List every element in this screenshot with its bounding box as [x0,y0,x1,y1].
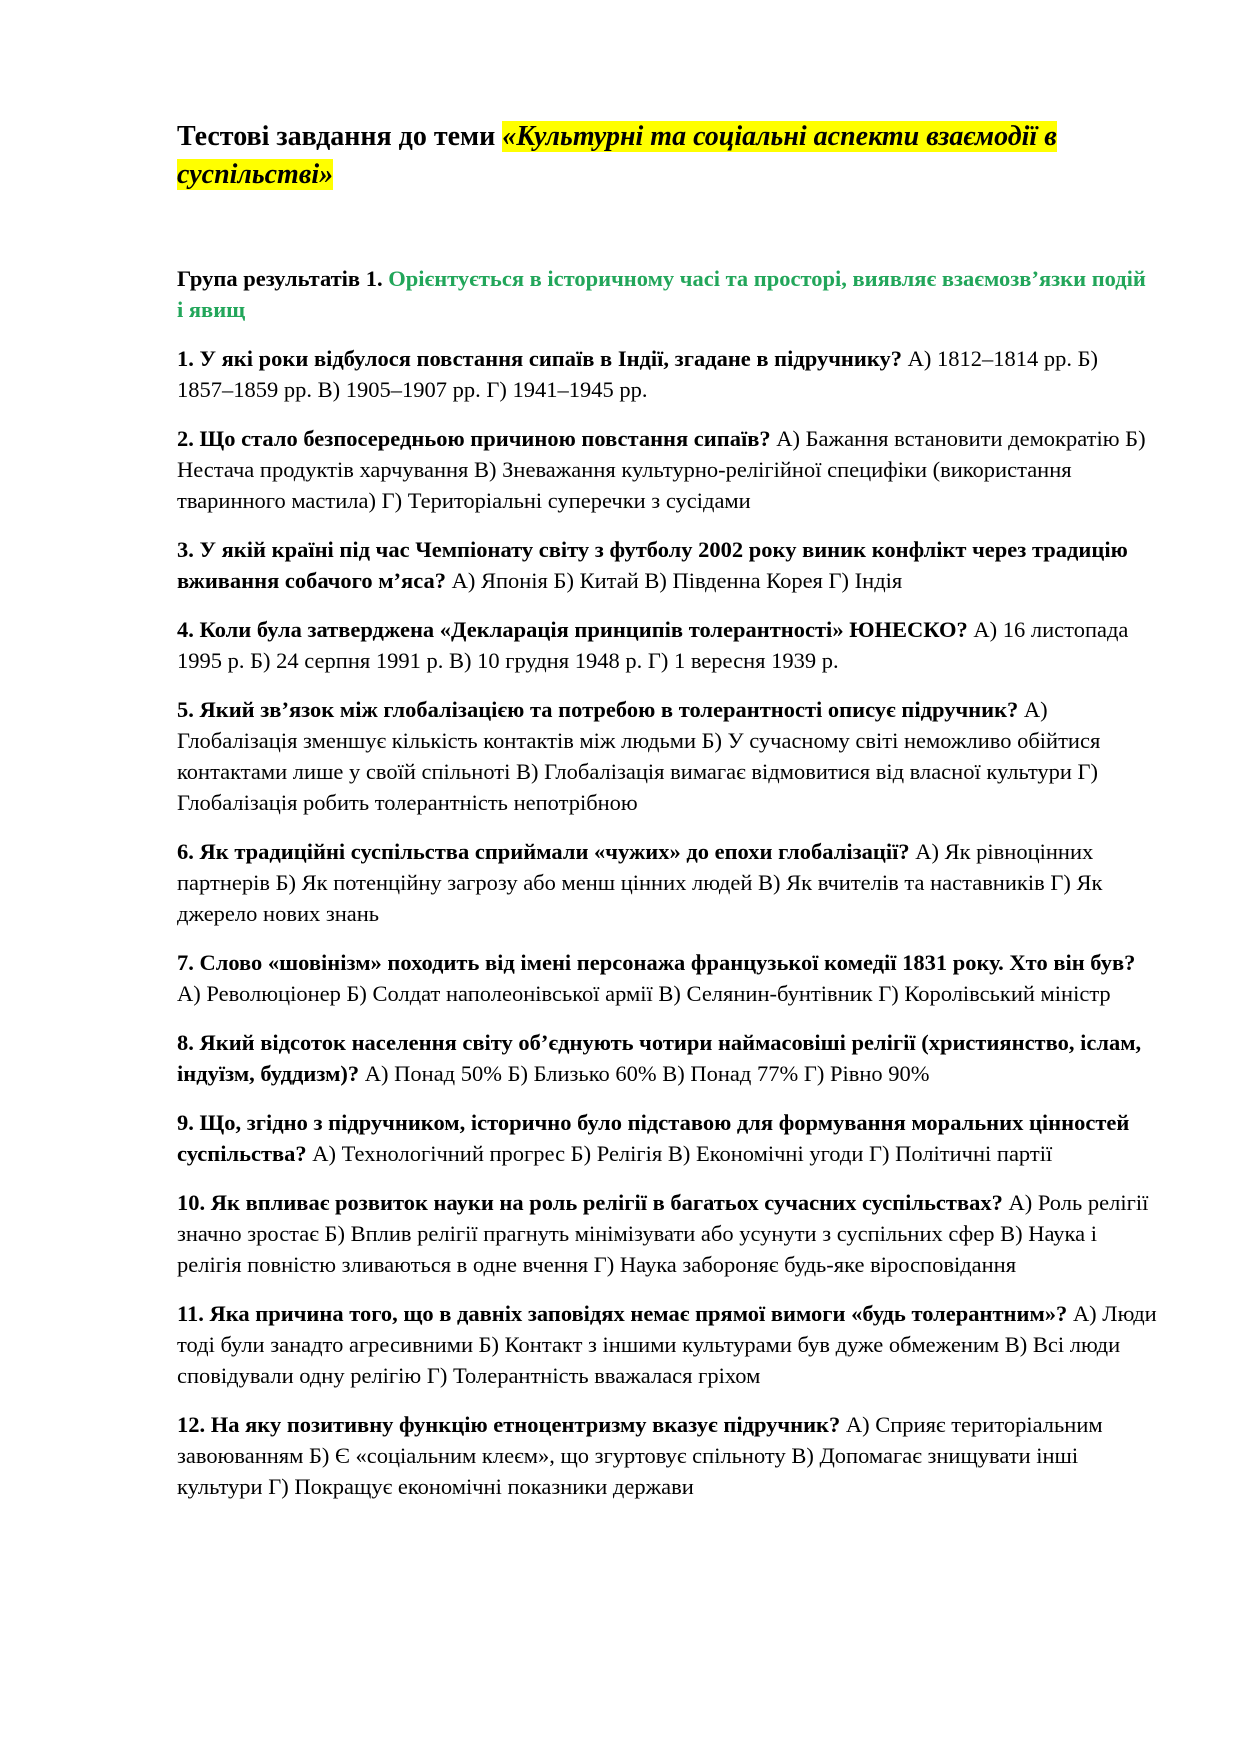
answer-options: А) 1812–1814 рр. Б) 1857–1859 рр. В) 1905–1907 рр. Г) 1941–1945 рр. [177,346,1099,402]
question-item [177,343,1157,405]
document-page [177,118,1157,1520]
question-text: 2. Що стало безпосередньою причиною повстання сипаїв? [177,426,771,451]
results-group-heading [177,263,1157,325]
question-text: 12. На яку позитивну функцію етноцентризму вказує підручник? [177,1412,841,1437]
question-text: 11. Яка причина того, що в давніх заповідях немає прямої вимоги «будь толерантним»? [177,1301,1068,1326]
question-text: 3. У якій країні під час Чемпіонату світу з футболу 2002 року виник конфлікт через традицію вживання собачого м’яса? [177,537,1128,593]
answer-options: А) 16 листопада 1995 р. Б) 24 серпня 1991 р. В) 10 грудня 1948 р. Г) 1 вересня 1939 р. [177,617,1129,673]
question-text: 8. Який відсоток населення світу об’єднують чотири наймасовіші релігії (християнство, іслам, індуїзм, буддизм)? [177,1030,1142,1086]
question-item [177,1187,1157,1280]
question-item [177,614,1157,676]
question-item [177,947,1157,1009]
question-text: 1. У які роки відбулося повстання сипаїв в Індії, згадане в підручнику? [177,346,902,371]
answer-options: А) Понад 50% Б) Близько 60% В) Понад 77% Г) Рівно 90% [364,1061,930,1086]
group-label: Група результатів 1. [177,266,383,291]
answer-options: А) Бажання встановити демократію Б) Нестача продуктів харчування В) Зневажання культурно-релігійної специфіки (використання тваринного мастила) Г) Територіальні суперечки з сусідами [177,426,1146,513]
answer-options: А) Революціонер Б) Солдат наполеонівської армії В) Селянин-бунтівник Г) Королівський міністр [177,981,1111,1006]
question-item [177,1027,1157,1089]
question-text: 5. Який зв’язок між глобалізацією та потребою в толерантності описує підручник? [177,697,1019,722]
question-text: 6. Як традиційні суспільства сприймали «чужих» до епохи глобалізації? [177,839,910,864]
question-item [177,836,1157,929]
answer-options: А) Роль релігії значно зростає Б) Вплив релігії прагнуть мінімізувати або усунути з суспільних сфер В) Наука і релігія повністю зливаються в одне вчення Г) Наука забороняє будь-яке віросповідання [177,1190,1149,1277]
question-item [177,534,1157,596]
question-text: 10. Як впливає розвиток науки на роль релігії в багатьох сучасних суспільствах? [177,1190,1003,1215]
title-prefix: Тестові завдання до теми [177,121,503,152]
question-item [177,694,1157,818]
answer-options: А) Технологічний прогрес Б) Релігія В) Економічні угоди Г) Політичні партії [312,1141,1053,1166]
question-item [177,1107,1157,1169]
answer-options: А) Сприяє територіальним завоюванням Б) Є «соціальним клеєм», що згуртовує спільноту В) Допомагає знищувати інші культури Г) Покращує економічні показники держави [177,1412,1103,1499]
document-title [177,118,1157,194]
answer-options: А) Глобалізація зменшує кількість контактів між людьми Б) У сучасному світі неможливо обійтися контактами лише у своїй спільноті В) Глобалізація вимагає відмовитися від власної культури Г) Глобалізація робить толерантність непотрібною [177,697,1101,815]
question-item [177,1298,1157,1391]
answer-options: А) Люди тоді були занадто агресивними Б) Контакт з іншими культурами був дуже обмеженим В) Всі люди сповідували одну релігію Г) Толерантність вважалася гріхом [177,1301,1157,1388]
question-text: 7. Слово «шовінізм» походить від імені персонажа французької комедії 1831 року. Хто він був? [177,950,1136,975]
title-topic-highlighted: «Культурні та соціальні аспекти взаємодії в суспільстві» [177,121,1057,190]
question-text: 9. Що, згідно з підручником, історично було підставою для формування моральних цінностей суспільства? [177,1110,1130,1166]
question-text: 4. Коли була затверджена «Декларація принципів толерантності» ЮНЕСКО? [177,617,968,642]
group-description: Орієнтується в історичному часі та просторі, виявляє взаємозв’язки подій і явищ [177,266,1146,322]
question-list [177,343,1157,1502]
question-item [177,423,1157,516]
answer-options: А) Як рівноцінних партнерів Б) Як потенційну загрозу або менш цінних людей В) Як вчителів та наставників Г) Як джерело нових знань [177,839,1103,926]
question-item [177,1409,1157,1502]
answer-options: А) Японія Б) Китай В) Південна Корея Г) Індія [451,568,903,593]
